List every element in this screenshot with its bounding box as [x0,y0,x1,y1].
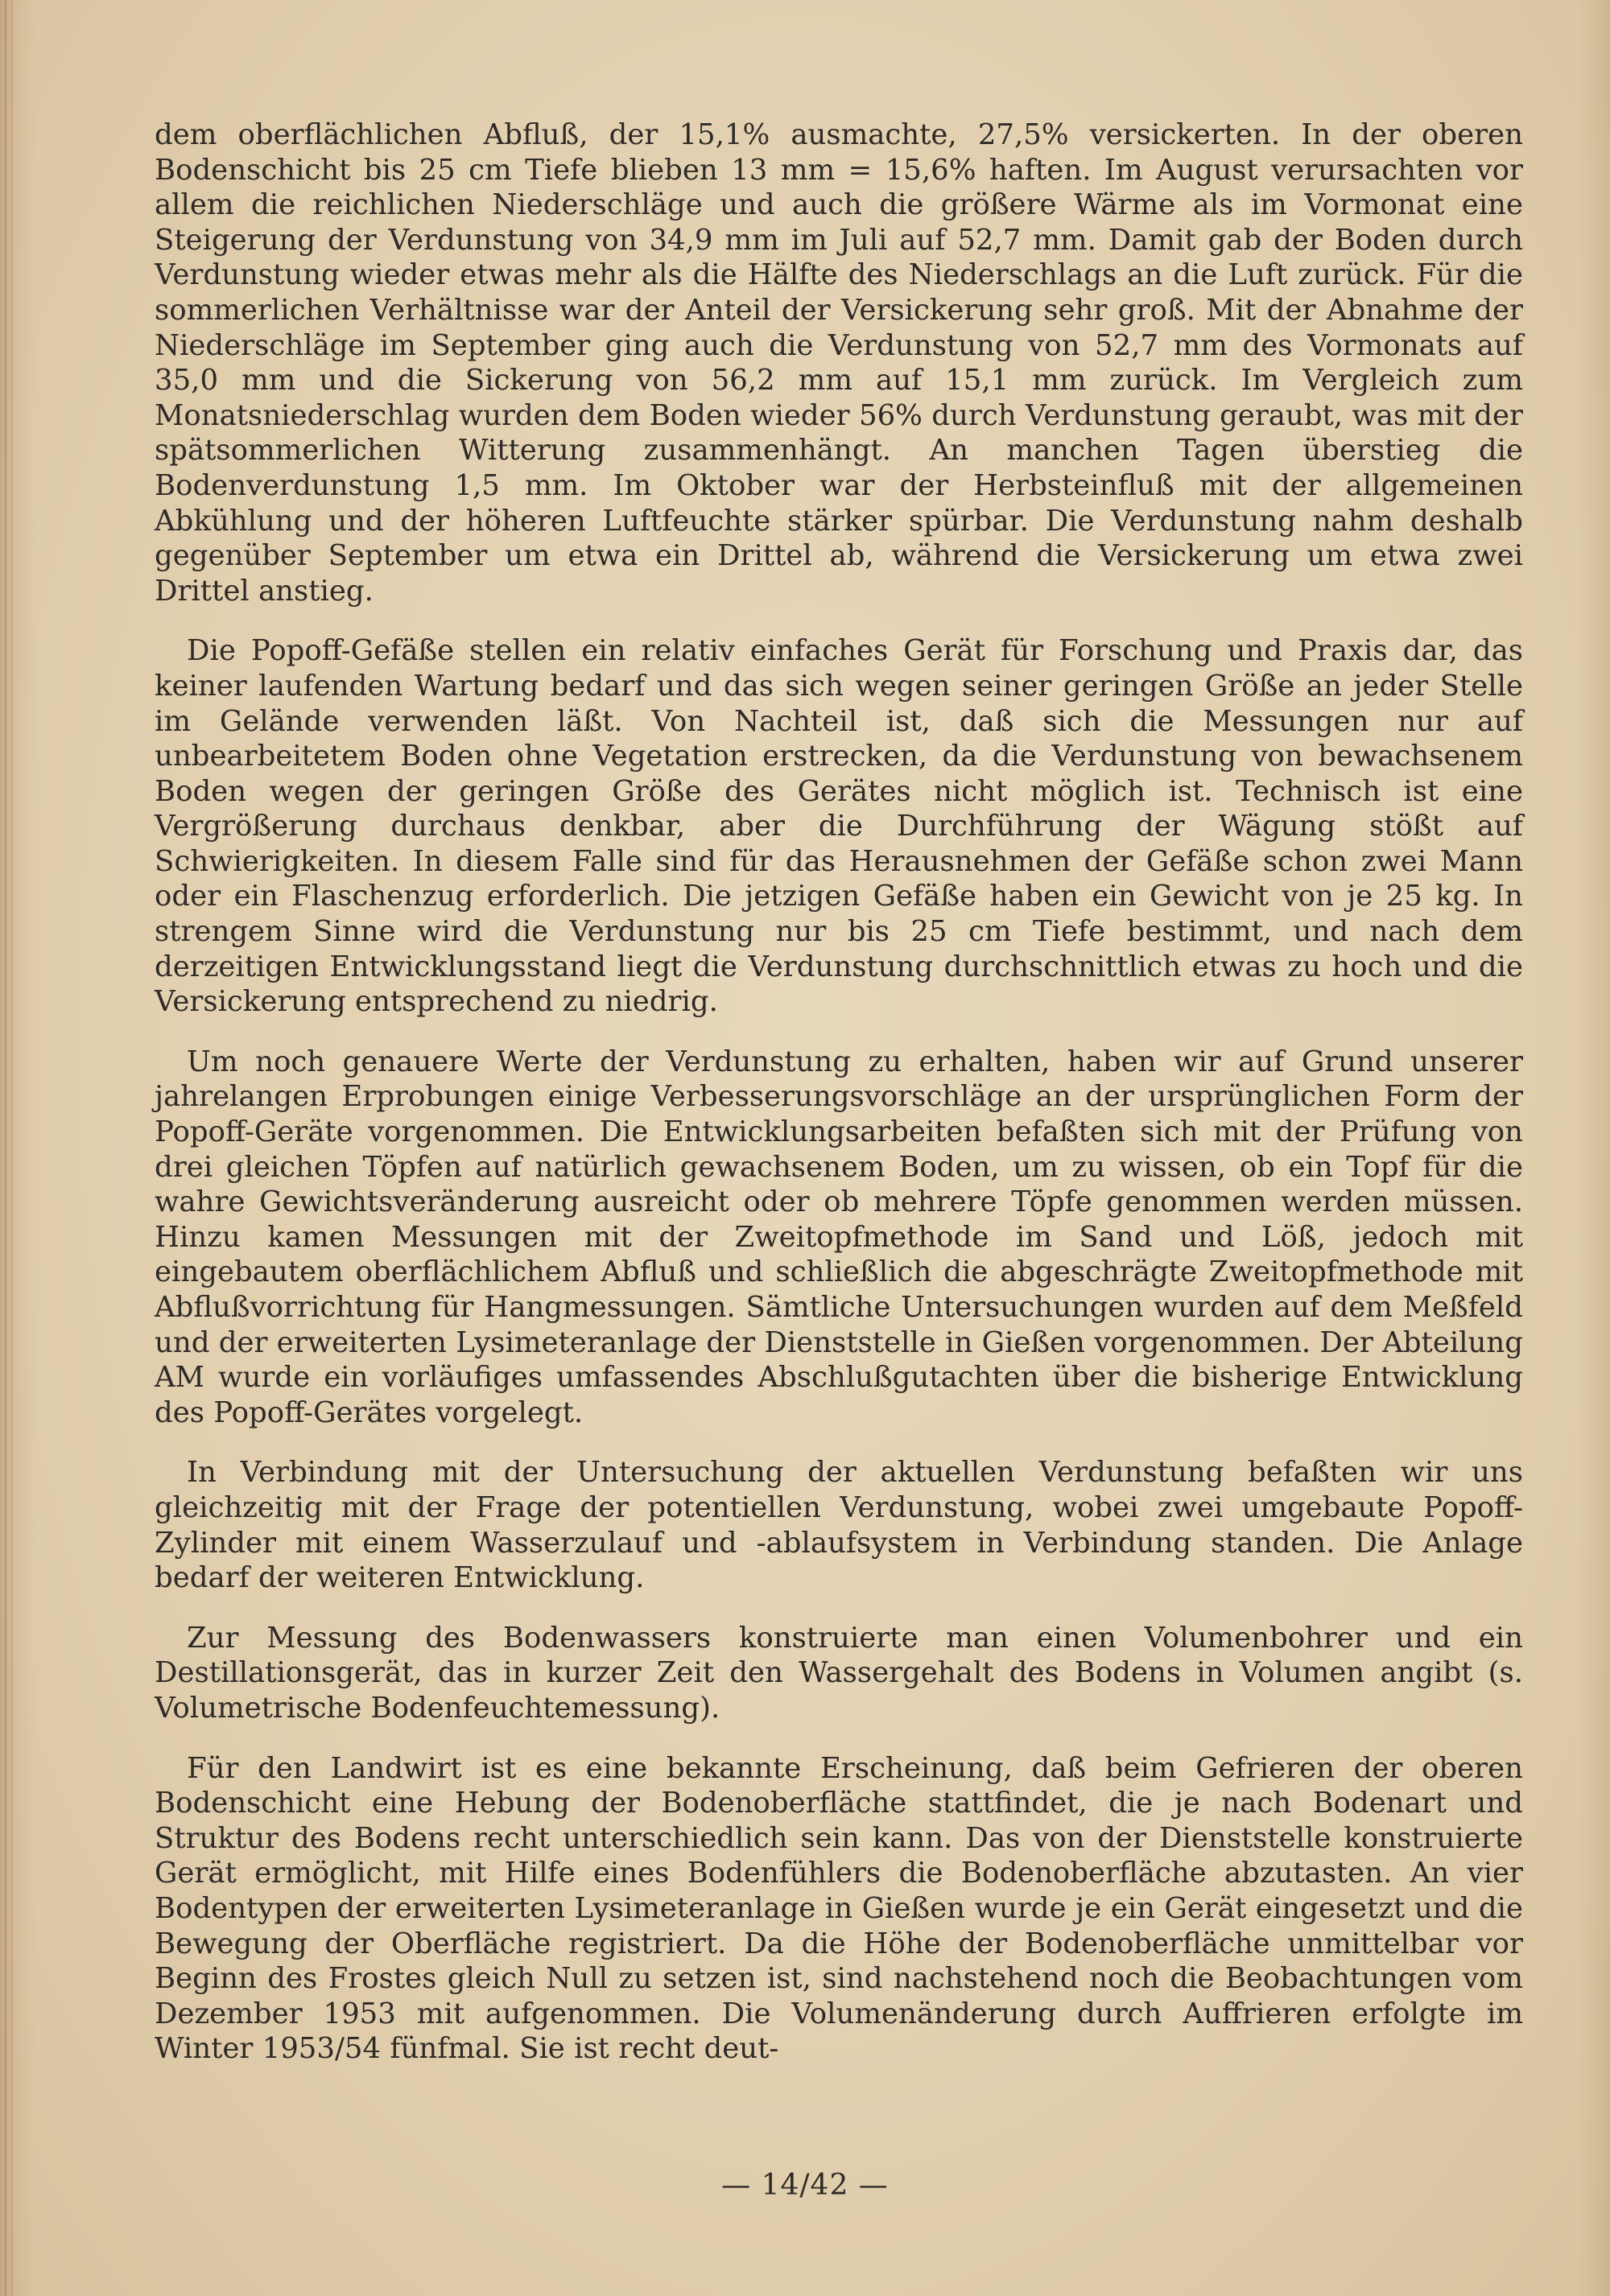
page-number: — 14/42 — [721,2169,889,2202]
paragraph-3: Um noch genauere Werte der Verdunstung zu erhalten, haben wir auf Grund unserer jahrelangen Erprobungen einige Verbesserungsvorschläge an der ursprünglichen Form der Popoff-Geräte vorgenommen. Die Entwicklungsarbeiten befaßten sich mit der Prüfung von drei gleichen Töpfen auf natürlich gewachsenem Boden, um zu wissen, ob ein Topf für die wahre Gewichtsveränderung ausreicht oder ob mehrere Töpfe genommen werden müssen. Hinzu kamen Messungen mit der Zweitopfmethode im Sand und Löß, jedoch mit eingebautem oberflächlichem Abfluß und schließlich die abgeschrägte Zweitopfmethode mit Abflußvorrichtung für Hangmessungen. Sämtliche Untersuchungen wurden auf dem Meßfeld und der erweiterten Lysimeteranlage der Dienststelle in Gießen vorgenommen. Der Abteilung AM wurde ein vorläufiges umfassendes Abschlußgutachten über die bisherige Entwicklung des Popoff-Gerätes vorgelegt. [155,1045,1523,1429]
paragraph-5: Zur Messung des Bodenwassers konstruierte man einen Volumenbohrer und ein Destillationsgerät, das in kurzer Zeit den Wassergehalt des Bodens in Volumen angibt (s. Volumetrische Bodenfeuchtemessung). [155,1621,1523,1725]
paragraph-1: dem oberflächlichen Abfluß, der 15,1% ausmachte, 27,5% versickerten. In der oberen Bodenschicht bis 25 cm Tiefe blieben 13 mm = 15,6% haften. Im August verursachten vor allem die reichlichen Niederschläge und auch die größere Wärme als im Vormonat eine Steigerung der Verdunstung von 34,9 mm im Juli auf 52,7 mm. Damit gab der Boden durch Verdunstung wieder etwas mehr als die Hälfte des Niederschlags an die Luft zurück. Für die sommerlichen Verhältnisse war der Anteil der Versickerung sehr groß. Mit der Abnahme der Niederschläge im September ging auch die Verdunstung von 52,7 mm des Vormonats auf 35,0 mm und die Sickerung von 56,2 mm auf 15,1 mm zurück. Im Vergleich zum Monatsniederschlag wurden dem Boden wieder 56% durch Verdunstung geraubt, was mit der spätsommerlichen Witterung zusammenhängt. An manchen Tagen überstieg die Bodenverdunstung 1,5 mm. Im Oktober war der Herbsteinfluß mit der allgemeinen Abkühlung und der höheren Luftfeuchte stärker spürbar. Die Verdunstung nahm deshalb gegenüber September um etwa ein Drittel ab, während die Versickerung um etwa zwei Drittel anstieg. [155,118,1523,608]
page-edge-line [5,0,6,2296]
paragraph-4: In Verbindung mit der Untersuchung der aktuellen Verdunstung befaßten wir uns gleichzeitig mit der Frage der potentiellen Verdunstung, wobei zwei umgebaute Popoff-Zylinder mit einem Wasserzulauf und -ablaufsystem in Verbindung standen. Die Anlage bedarf der weiteren Entwicklung. [155,1456,1523,1595]
paragraph-2: Die Popoff-Gefäße stellen ein relativ einfaches Gerät für Forschung und Praxis dar, das keiner laufenden Wartung bedarf und das sich wegen seiner geringen Größe an jeder Stelle im Gelände verwenden läßt. Von Nachteil ist, daß sich die Messungen nur auf unbearbeitetem Boden ohne Vegetation erstrecken, da die Verdunstung von bewachsenem Boden wegen der geringen Größe des Gerätes nicht möglich ist. Technisch ist eine Vergrößerung durchaus denkbar, aber die Durchführung der Wägung stößt auf Schwierigkeiten. In diesem Falle sind für das Herausnehmen der Gefäße schon zwei Mann oder ein Flaschenzug erforderlich. Die jetzigen Gefäße haben ein Gewicht von je 25 kg. In strengem Sinne wird die Verdunstung nur bis 25 cm Tiefe bestimmt, und nach dem derzeitigen Entwicklungsstand liegt die Verdunstung durchschnittlich etwas zu hoch und die Versickerung entsprechend zu niedrig. [155,634,1523,1019]
body-text [155,117,1523,2092]
page-edge-line [11,0,13,2296]
paragraph-6: Für den Landwirt ist es eine bekannte Erscheinung, daß beim Gefrieren der oberen Bodenschicht eine Hebung der Bodenoberfläche stattfindet, die je nach Bodenart und Struktur des Bodens recht unterschiedlich sein kann. Das von der Dienststelle konstruierte Gerät ermöglicht, mit Hilfe eines Bodenfühlers die Bodenoberfläche abzutasten. An vier Bodentypen der erweiterten Lysimeteranlage in Gießen wurde je ein Gerät eingesetzt und die Bewegung der Oberfläche registriert. Da die Höhe der Bodenoberfläche unmittelbar vor Beginn des Frostes gleich Null zu setzen ist, sind nachstehend noch die Beobachtungen vom Dezember 1953 mit aufgenommen. Die Volumenänderung durch Auffrieren erfolgte im Winter 1953/54 fünfmal. Sie ist recht deut- [155,1751,1523,2066]
